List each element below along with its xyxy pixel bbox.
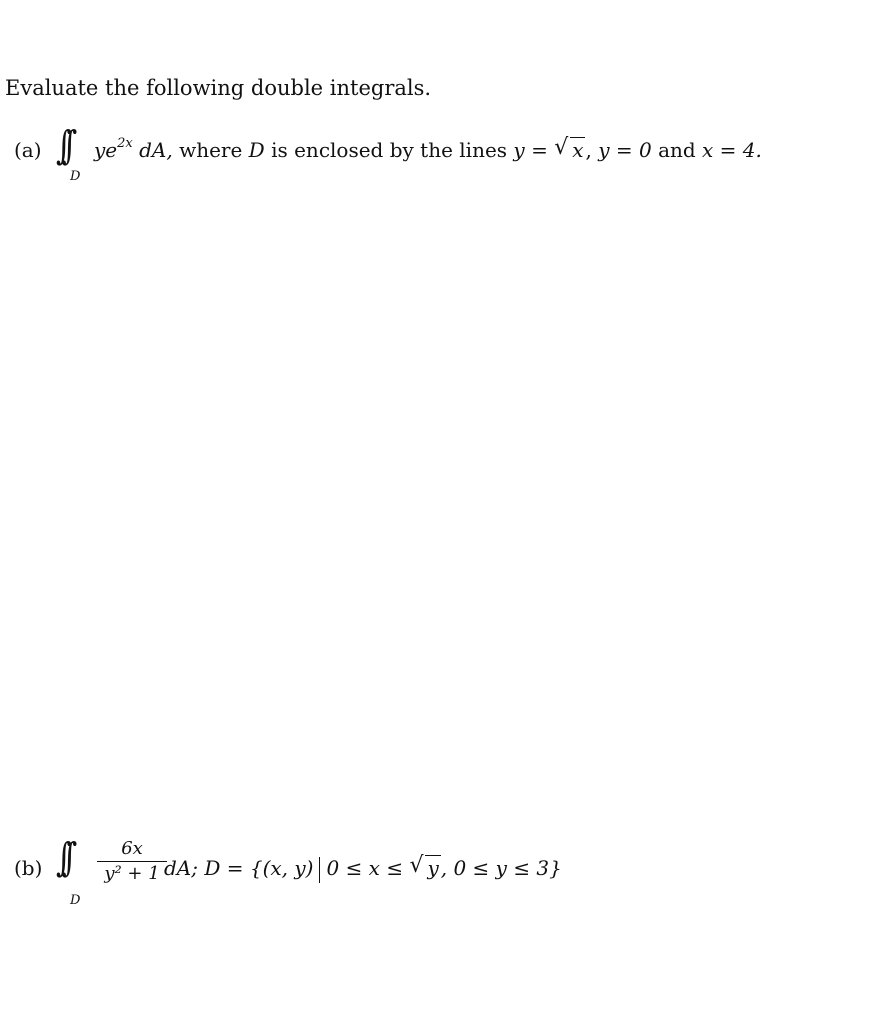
double-integral-b bbox=[56, 835, 81, 908]
fraction bbox=[97, 838, 167, 885]
denominator: y² + 1 bbox=[104, 863, 160, 884]
text-and: and bbox=[658, 138, 696, 162]
integral-signs-b: ∫∫ bbox=[56, 835, 68, 882]
fraction-bar bbox=[97, 861, 167, 862]
measure-a: dA, bbox=[139, 138, 173, 162]
condition-2: , 0 ≤ y ≤ 3} bbox=[440, 856, 562, 880]
radical-icon: √ bbox=[554, 135, 569, 160]
numerator: 6x bbox=[121, 838, 143, 859]
line1-lhs: y = bbox=[513, 138, 548, 162]
condition-1: 0 ≤ x ≤ bbox=[326, 856, 404, 880]
integral-domain-b: D bbox=[70, 893, 81, 908]
radicand-y: y bbox=[427, 856, 439, 880]
line-sep: , bbox=[585, 138, 592, 162]
problem-b-expression bbox=[164, 853, 562, 883]
sqrt-y bbox=[409, 853, 440, 880]
line3: x = 4. bbox=[702, 138, 762, 162]
integral-signs-a: ∫∫ bbox=[56, 123, 68, 170]
problem-b-label: (b) bbox=[14, 856, 43, 880]
integrand-base-a: ye bbox=[94, 138, 118, 162]
radicand-x: x bbox=[572, 138, 584, 162]
radical-icon: √ bbox=[409, 853, 424, 878]
text-enclosed: is enclosed by the lines bbox=[271, 138, 508, 162]
measure-b: dA; D = {(x, y) bbox=[164, 856, 314, 880]
sqrt-x bbox=[554, 135, 585, 162]
intro-text: Evaluate the following double integrals. bbox=[5, 76, 432, 100]
problem-a-expression bbox=[94, 135, 762, 162]
set-bar bbox=[319, 857, 320, 883]
problem-a-label: (a) bbox=[14, 138, 42, 162]
integrand-exponent-a: 2x bbox=[117, 136, 133, 152]
var-d: D bbox=[248, 138, 265, 162]
text-where: where bbox=[179, 138, 243, 162]
double-integral-a bbox=[56, 123, 81, 184]
line2: y = 0 bbox=[598, 138, 652, 162]
integral-domain-a: D bbox=[70, 169, 81, 184]
